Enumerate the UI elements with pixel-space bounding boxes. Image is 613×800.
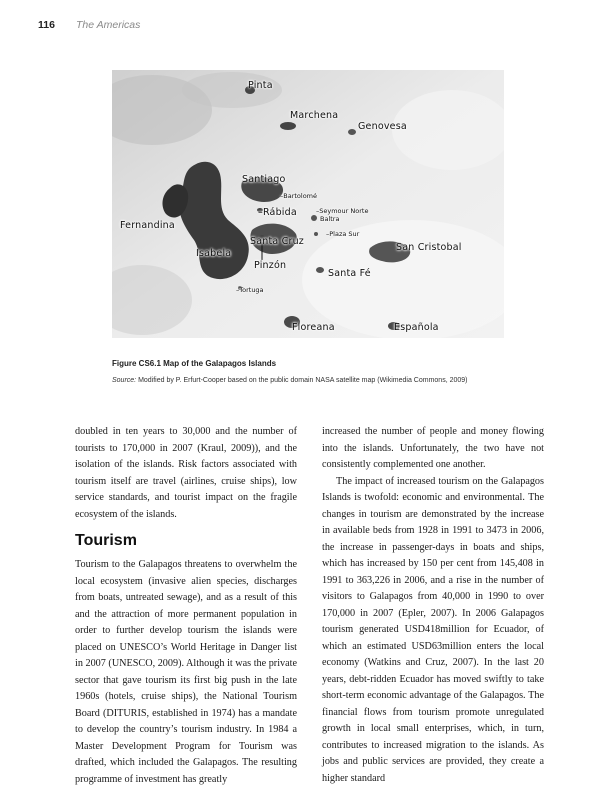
figure-source-text: Modified by P. Erfurt-Cooper based on the public domain NASA satellite map (Wikimedia Commons, 2009) — [136, 377, 468, 384]
label-plaza-sur: –Plaza Sur — [326, 230, 360, 238]
label-espanola: Española — [394, 322, 439, 333]
label-marchena: Marchena — [290, 110, 339, 121]
right-column — [322, 424, 544, 787]
figure-caption: Figure CS6.1 Map of the Galapagos Islands — [112, 359, 277, 368]
label-tortuga: –Tortuga — [236, 286, 264, 294]
genovesa-island — [348, 129, 356, 135]
label-pinta: Pinta — [248, 80, 273, 91]
section-heading-tourism: Tourism — [75, 532, 137, 549]
right-paragraph-1: increased the number of people and money flowing into the islands. Unfortunately, the two have not consistently complemented one another. — [322, 426, 544, 470]
label-santiago: Santiago — [242, 174, 286, 185]
figure-source-label: Source: — [112, 377, 137, 384]
left-paragraph-1: doubled in ten years to 30,000 and the number of tourists to 170,000 in 2007 (Kraul, 2009)), and the isolation of the islands. Risk factors associated with tourism itself are travel (airlines, cruise ships), low service standards, and tourist impact on the fragile ecosystem of the islands. — [75, 426, 297, 520]
label-santa-fe: Santa Fé — [328, 268, 371, 279]
label-isabela: Isabela — [196, 248, 232, 259]
label-pinzon: Pinzón — [254, 260, 287, 271]
left-column — [75, 424, 297, 788]
label-floreana: Floreana — [292, 322, 335, 333]
figure-source — [112, 377, 468, 384]
left-paragraph-2: Tourism to the Galapagos threatens to overwhelm the local ecosystem (invasive alien species, discharges from boats, untreated sewage), and as a result of this and the attraction of more permanent population in order to further develop tourism the islands were placed on UNESCO’s World Heritage in Danger list in 2007 (UNESCO, 2009). Although it was the private sector that gave tourism its first big push in the late 1960s (hotels, cruise ships), the National Tourism Board (DITURIS, established in 1974) has a mandate to develop the country’s tourism industry. In 1984 a Master Development Program for Tourism was drafted, which included the Galapagos. The resulting programme of investment has greatly — [75, 559, 297, 785]
label-seymour-norte: –Seymour Norte — [316, 207, 369, 215]
label-san-cristobal: San Cristobal — [396, 242, 462, 253]
plaza-sur-island — [314, 232, 318, 236]
label-baltra: Baltra — [320, 215, 340, 223]
label-genovesa: Genovesa — [358, 121, 407, 132]
galapagos-map — [112, 70, 504, 338]
marchena-island — [280, 122, 296, 130]
label-rabida: –Rábida — [258, 207, 297, 218]
baltra-island — [311, 215, 317, 221]
running-head: The Americas — [76, 19, 141, 31]
label-fernandina: Fernandina — [120, 220, 175, 231]
label-santa-cruz: Santa Cruz — [250, 236, 304, 247]
page-number: 116 — [38, 19, 55, 31]
label-bartolome: –Bartolomé — [280, 192, 318, 200]
santa-fe-island — [316, 267, 324, 273]
right-paragraph-2: The impact of increased tourism on the Galapagos Islands is twofold: economic and environmental. The changes in tourism are demonstrated by the increase in available beds from 1928 in 1991 to 3473 in 2006, the increase in passenger-days in boats and ships, which has increased by 150 per cent from 145,408 in 1991 to 363,226 in 2006, and a rise in the number of visitors to Galapagos from 40,000 in 1990 to over 170,000 in 2007 (Epler, 2007). In 2006 Galapagos tourism generated USD418million for Ecuador, of which an estimated USD63million enters the local economy (Watkins and Cruz, 2007). In the last 20 years, debt-ridden Ecuador has moved swiftly to take short-term economic advantage of the Galapagos. The financial flows from tourism promote unregulated growth in local small enterprises, which, in turn, contributes to increased migration to the islands. As jobs and public services are provided, they create a higher standard — [322, 475, 544, 784]
